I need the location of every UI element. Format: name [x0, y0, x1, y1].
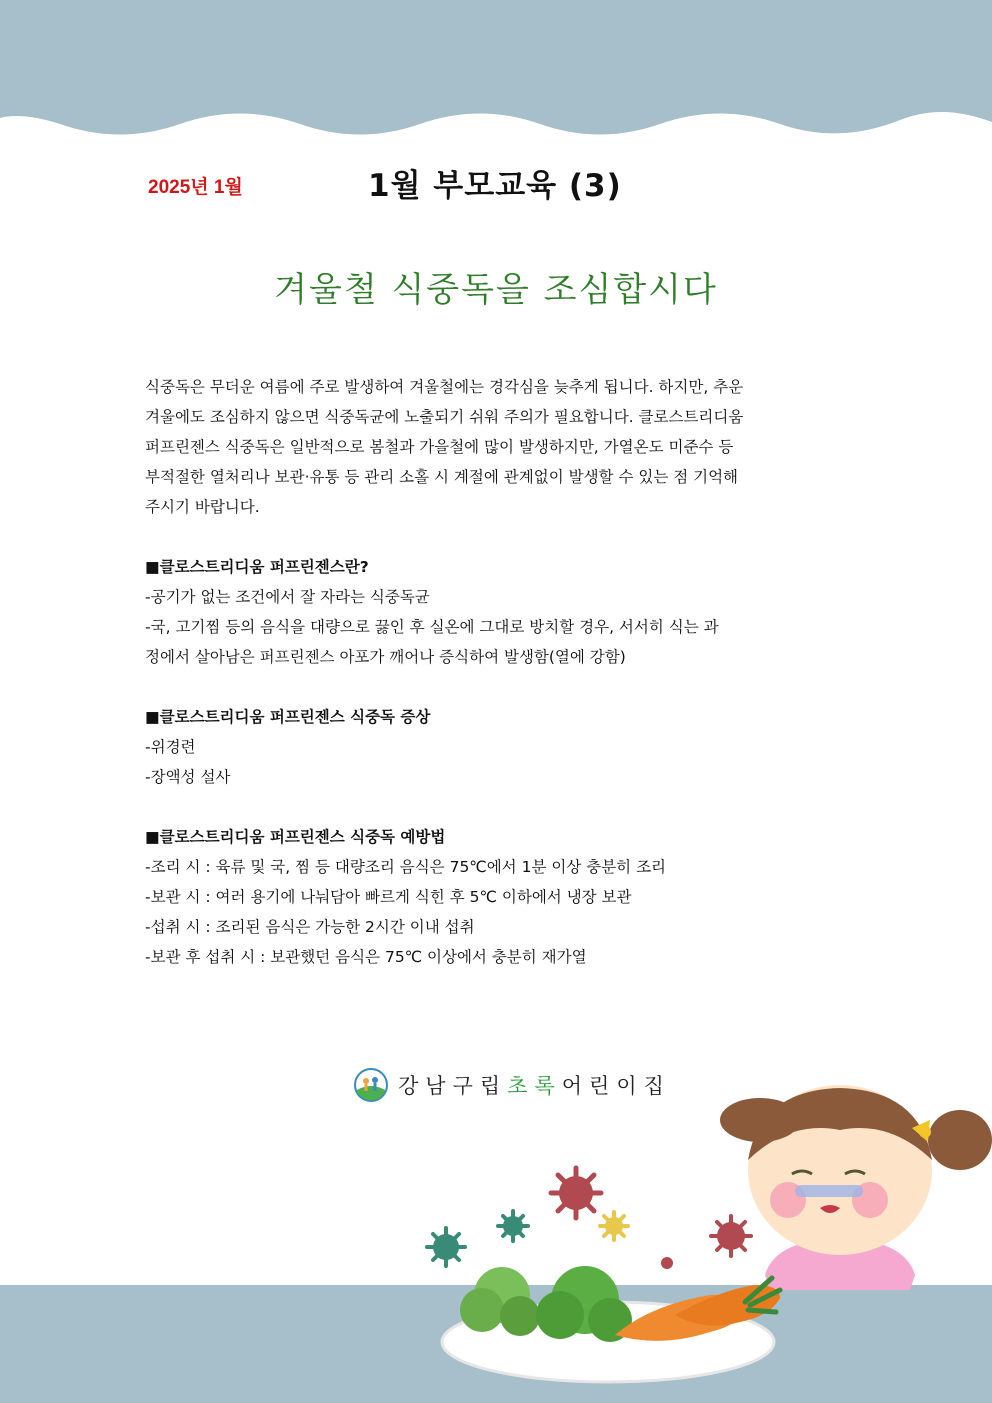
intro-line: 겨울에도 조심하지 않으면 식중독균에 노출되기 쉬워 주의가 필요합니다. 클로스트리디움 [145, 408, 744, 426]
germ-icon [551, 1168, 601, 1218]
section-line: 정에서 살아남은 퍼프린젠스 아포가 깨어나 증식하여 발생함(열에 강함) [145, 648, 626, 666]
intro-line: 부적절한 열처리나 보관·유통 등 관리 소홀 시 계절에 관계없이 발생할 수 있는 점 기억해 [145, 468, 739, 486]
intro-line: 식중독은 무더운 여름에 주로 발생하여 겨울철에는 경각심을 늦추게 됩니다. 하지만, 추운 [145, 378, 744, 396]
main-content [145, 372, 851, 972]
section-line: -보관 시 : 여러 용기에 나눠담아 빠르게 식힌 후 5℃ 이하에서 냉장 보관 [145, 888, 632, 906]
logo-text-part: 어린이집 [561, 1074, 671, 1098]
germ-icon [427, 1228, 465, 1266]
section-prevention [145, 822, 851, 972]
top-wave-decoration [0, 0, 992, 170]
issue-date: 2025년 1월 [148, 177, 243, 198]
page-title: 1월 부모교육 (3) [368, 168, 622, 204]
section-line: -장액성 설사 [145, 768, 231, 786]
section-title: ■클로스트리디움 퍼프린젠스 식중독 예방법 [145, 828, 446, 846]
intro-paragraph [145, 372, 851, 522]
section-line: -조리 시 : 육류 및 국, 찜 등 대량조리 음식은 75℃에서 1분 이상 충분히 조리 [145, 858, 667, 876]
page-subtitle: 겨울철 식중독을 조심합시다 [274, 270, 718, 310]
broccoli-icon [460, 1266, 632, 1342]
child-vegetables-illustration [420, 1080, 992, 1403]
germ-icon [600, 1212, 628, 1240]
section-line: -국, 고기찜 등의 음식을 대량으로 끓인 후 실온에 그대로 방치할 경우, 서서히 식는 과 [145, 618, 719, 636]
logo-text-part: 록 [534, 1074, 562, 1098]
section-line: -공기가 없는 조건에서 잘 자라는 식중독균 [145, 588, 430, 606]
germ-icon [661, 1257, 673, 1269]
germ-icon [498, 1211, 528, 1241]
section-line: -섭취 시 : 조리된 음식은 가능한 2시간 이내 섭취 [145, 918, 475, 936]
section-line: -위경련 [145, 738, 196, 756]
section-title: ■클로스트리디움 퍼프린젠스란? [145, 558, 369, 576]
germ-icon [711, 1216, 751, 1256]
section-definition [145, 552, 851, 672]
section-line: -보관 후 섭취 시 : 보관했던 음식은 75℃ 이상에서 충분히 재가열 [145, 948, 587, 966]
logo-text-part: 강남구립 [398, 1074, 508, 1098]
child-figure-icon [720, 1085, 992, 1290]
intro-line: 주시기 바랍니다. [145, 498, 260, 516]
section-symptoms [145, 702, 851, 792]
daycare-emblem-icon [354, 1068, 388, 1102]
section-title: ■클로스트리디움 퍼프린젠스 식중독 증상 [145, 708, 431, 726]
intro-line: 퍼프린젠스 식중독은 일반적으로 봄철과 가을철에 많이 발생하지만, 가열온도 미준수 등 [145, 438, 734, 456]
logo-text-part: 초 [507, 1074, 535, 1098]
